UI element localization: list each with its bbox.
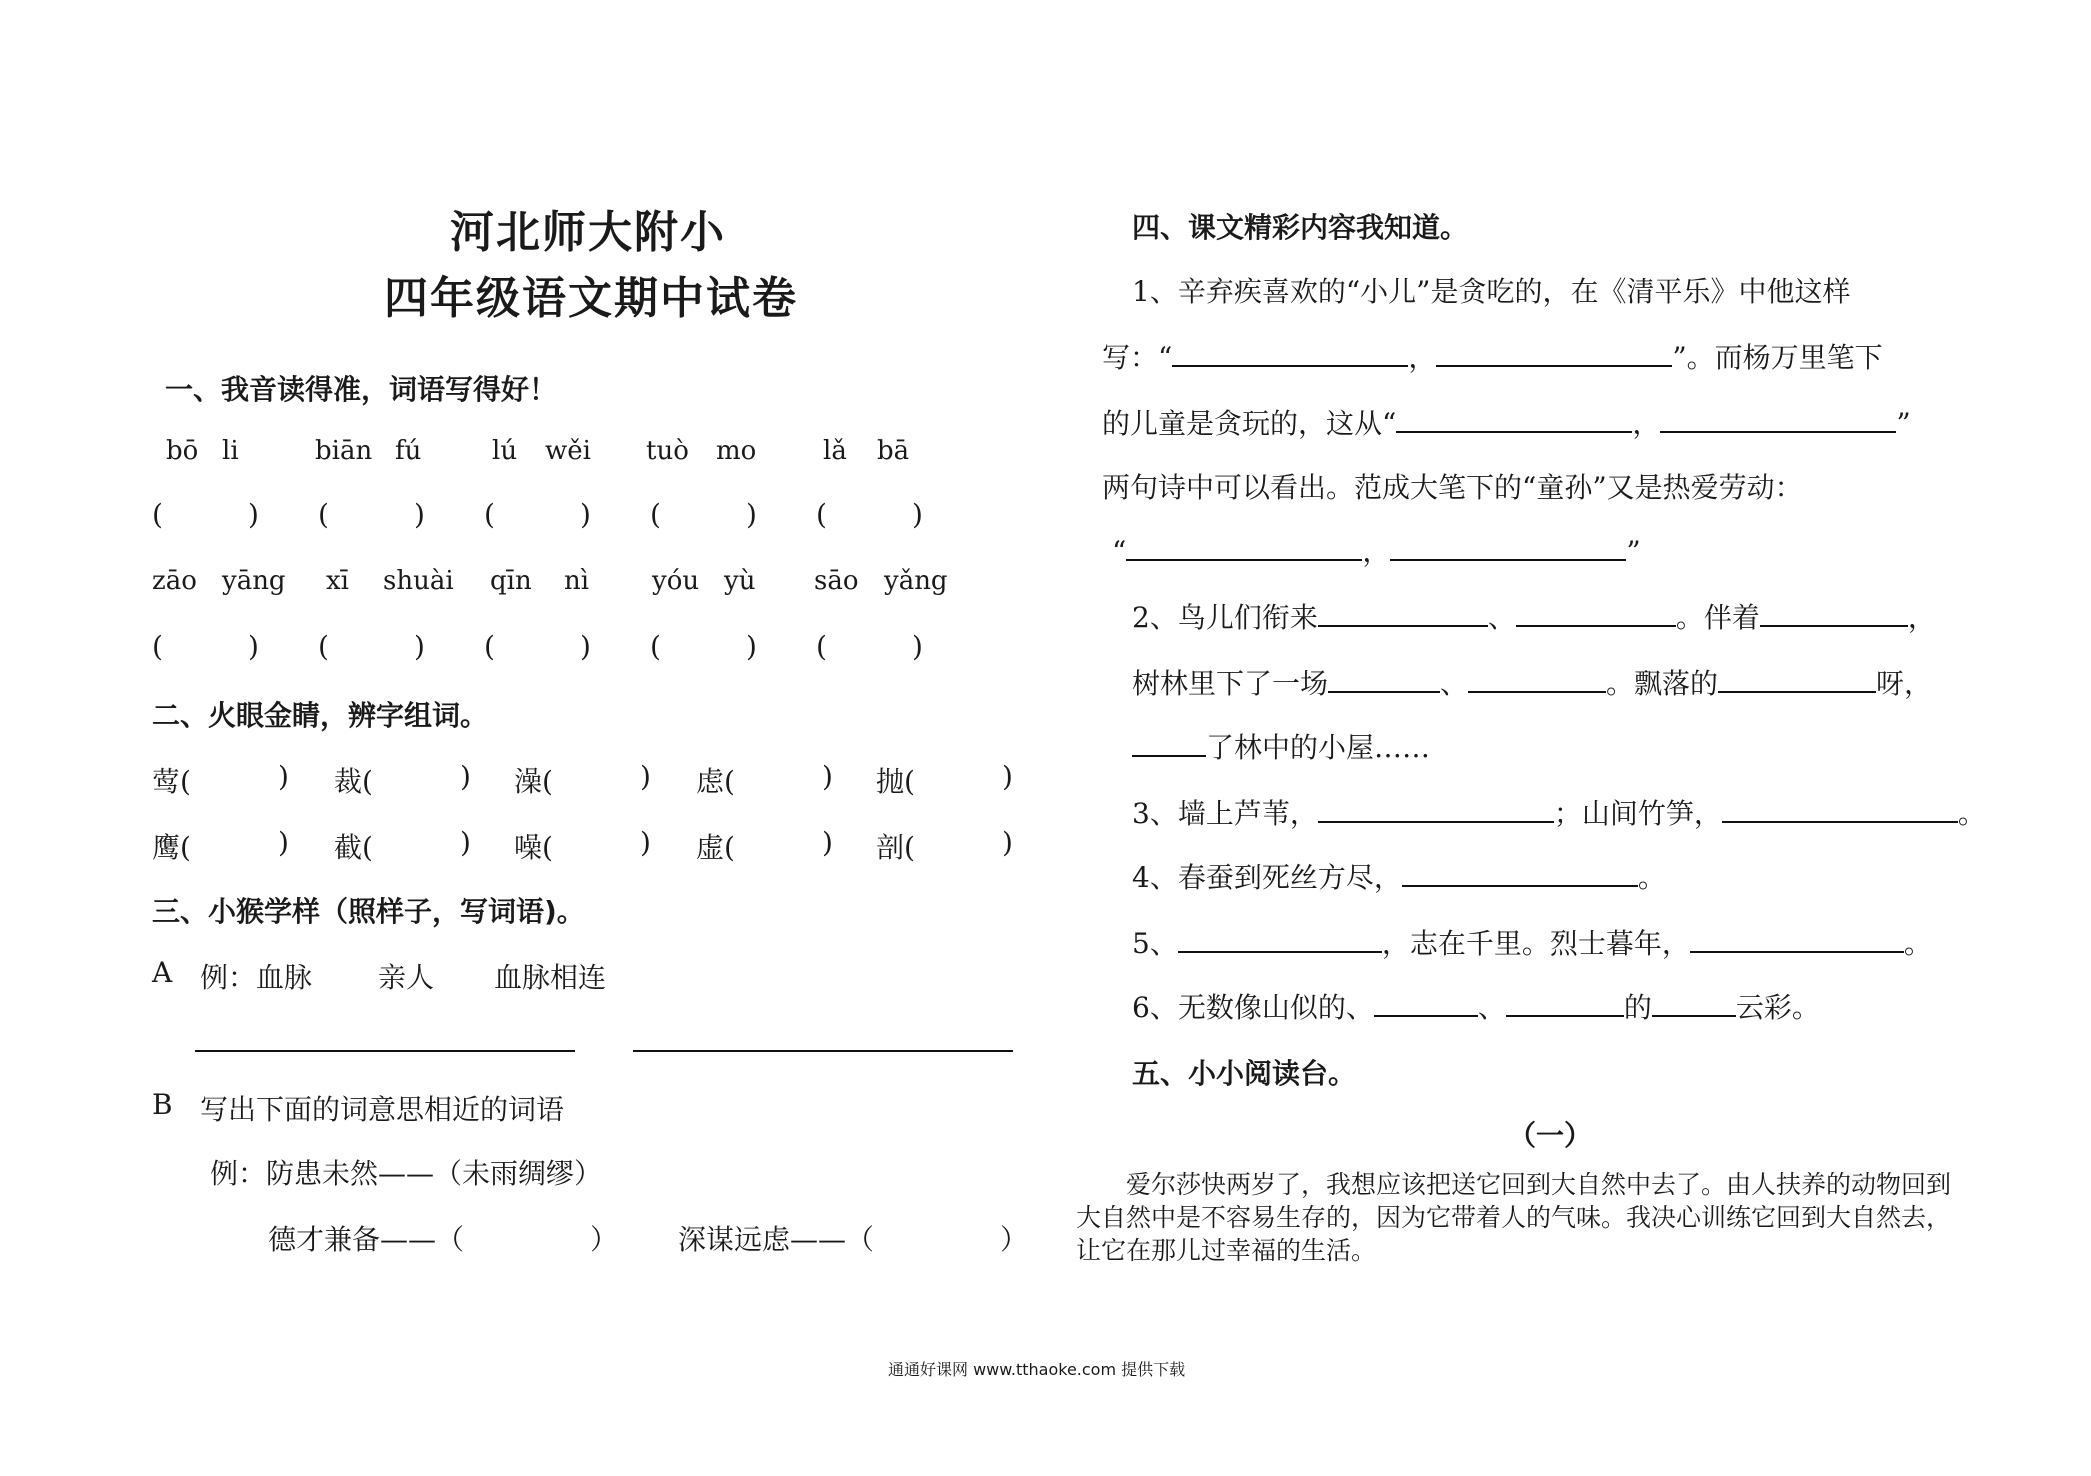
answer-blank-close: ) <box>640 826 651 859</box>
example-a: 例：血脉 <box>200 961 313 994</box>
pinyin: lú <box>492 436 518 466</box>
answer-blank-open: ( <box>484 630 495 663</box>
question-1-line3: 的儿童是贪玩的，这从“ ， ” <box>1102 407 1911 440</box>
pinyin: mo <box>716 436 757 466</box>
pinyin: sāo <box>814 566 859 596</box>
pinyin: yāng <box>222 566 286 596</box>
question-3: 3、墙上芦苇， ；山间竹笋， 。 <box>1132 797 1986 830</box>
section1-heading: 一、我音读得准，词语写得好！ <box>165 373 558 406</box>
answer-blank-close: ) <box>248 498 259 531</box>
pinyin: nì <box>564 566 590 596</box>
char-item: 鹰( <box>152 831 191 864</box>
pinyin: biān <box>315 436 373 466</box>
synonym-item: 德才兼备——（ <box>268 1223 465 1256</box>
char-item: 裁( <box>334 765 373 798</box>
answer-blank-close: ) <box>460 826 471 859</box>
label-b: B <box>152 1088 173 1121</box>
answer-blank-close: ) <box>1002 760 1013 793</box>
example-b: 例：防患未然——（未雨绸缪） <box>210 1157 603 1190</box>
answer-blank-close: ) <box>912 498 923 531</box>
reading-passage: 爱尔莎快两岁了，我想应该把送它回到大自然中去了。由人扶养的动物回到大自然中是不容易生存的，因为它带着人的气味。我决心训练它回到大自然去，让它在那儿过幸福的生活。 <box>1076 1170 1952 1265</box>
question-4: 4、春蚕到死丝方尽， 。 <box>1132 861 1666 894</box>
question-5: 5、 ，志在千里。烈士暮年， 。 <box>1132 927 1932 960</box>
pinyin: yóu <box>652 566 700 596</box>
question-2-line3: 了林中的小屋…… <box>1132 726 1430 766</box>
answer-blank-close: ) <box>640 760 651 793</box>
char-item: 澡( <box>514 765 553 798</box>
question-1: 1、辛弃疾喜欢的“小儿”是贪吃的，在《清平乐》中他这样 <box>1132 275 1851 308</box>
pinyin: wěi <box>545 436 591 466</box>
answer-blank-open: ( <box>650 630 661 663</box>
answer-blank-close: ） <box>1000 1223 1029 1256</box>
example-word: 亲人 <box>378 961 435 994</box>
char-item: 虑( <box>696 765 735 798</box>
answer-blank-open: ( <box>816 630 827 663</box>
answer-blank-close: ) <box>278 826 289 859</box>
answer-blank-open: ( <box>152 498 163 531</box>
answer-blank-open: ( <box>152 630 163 663</box>
question-2-line2: 树林里下了一场 、 。飘落的 呀， <box>1132 667 1933 700</box>
section2-heading: 二、火眼金睛，辨字组词。 <box>152 699 489 732</box>
question-6: 6、无数像山似的、 、 的 云彩。 <box>1132 991 1820 1024</box>
answer-blank-open: ( <box>484 498 495 531</box>
answer-blank-close: ) <box>912 630 923 663</box>
answer-blank-close: ) <box>822 760 833 793</box>
pinyin: yǎng <box>884 566 948 596</box>
pinyin: tuò <box>646 436 689 466</box>
answer-blank-close: ) <box>822 826 833 859</box>
example-word: 血脉相连 <box>494 961 607 994</box>
instruction-b: 写出下面的词意思相近的词语 <box>200 1093 565 1126</box>
section3-heading: 三、小猴学样（照样子，写词语)。 <box>152 895 585 928</box>
answer-blank-close: ) <box>580 630 591 663</box>
passage-number: （一） <box>1508 1119 1593 1152</box>
answer-blank-close: ) <box>414 630 425 663</box>
question-1-line5: “ ， ” <box>1112 535 1641 568</box>
label-a: A <box>152 956 173 989</box>
answer-blank-open: ( <box>318 630 329 663</box>
pinyin: yù <box>724 566 756 596</box>
answer-blank-close: ) <box>460 760 471 793</box>
question-2: 2、鸟儿们衔来 、 。伴着 ， <box>1132 601 1936 634</box>
pinyin: lǎ <box>823 436 847 466</box>
title-line1: 河北师大附小 <box>450 207 726 258</box>
char-item: 抛( <box>876 765 915 798</box>
pinyin: zāo <box>152 566 197 596</box>
char-item: 噪( <box>514 831 553 864</box>
char-item: 虚( <box>696 831 735 864</box>
pinyin: shuài <box>383 566 454 596</box>
char-item: 截( <box>334 831 373 864</box>
char-item: 剖( <box>876 831 915 864</box>
title-line2: 四年级语文期中试卷 <box>384 273 798 324</box>
pinyin: bā <box>877 436 910 466</box>
pinyin: qīn <box>490 566 532 596</box>
question-1-line4: 两句诗中可以看出。范成大笔下的“童孙”又是热爱劳动： <box>1102 471 1803 504</box>
answer-blank-close: ) <box>580 498 591 531</box>
answer-line <box>195 1050 575 1052</box>
answer-blank-close: ) <box>746 630 757 663</box>
pinyin: bō <box>166 436 199 466</box>
answer-blank-close: ) <box>278 760 289 793</box>
answer-blank-close: ) <box>1002 826 1013 859</box>
char-item: 莺( <box>152 765 191 798</box>
synonym-item: 深谋远虑——（ <box>678 1223 875 1256</box>
pinyin: xī <box>326 566 349 596</box>
answer-blank-open: ( <box>318 498 329 531</box>
answer-blank-close: ) <box>248 630 259 663</box>
answer-blank-open: ( <box>650 498 661 531</box>
question-1-line2: 写：“ ， ”。而杨万里笔下 <box>1102 341 1883 374</box>
section5-heading: 五、小小阅读台。 <box>1132 1057 1357 1090</box>
answer-blank-close: ) <box>746 498 757 531</box>
footer-credit: 通通好课网 www.tthaoke.com 提供下载 <box>888 1360 1186 1379</box>
answer-line <box>633 1050 1013 1052</box>
answer-blank-open: ( <box>816 498 827 531</box>
section4-heading: 四、课文精彩内容我知道。 <box>1132 211 1469 244</box>
pinyin: li <box>222 436 239 466</box>
pinyin: fú <box>395 436 422 466</box>
answer-blank-close: ) <box>414 498 425 531</box>
answer-blank-close: ） <box>590 1223 619 1256</box>
